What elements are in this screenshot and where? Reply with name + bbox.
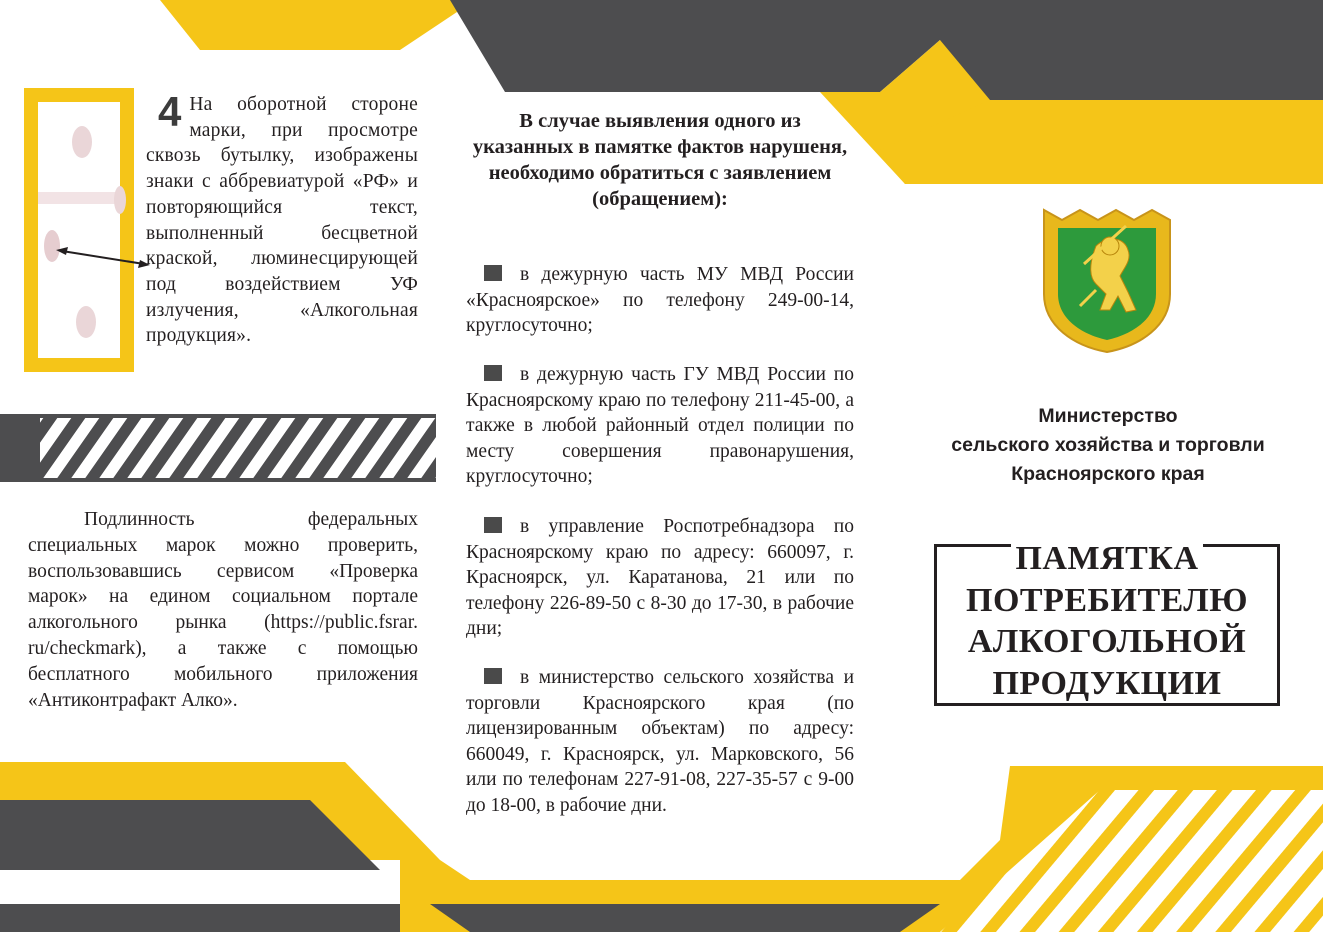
right-dark-band — [940, 40, 1323, 100]
bullet-square-icon — [484, 517, 502, 533]
stamp-image — [24, 88, 134, 372]
bottom-dark-band-center — [430, 904, 940, 932]
contact-text: в управление Роспотребнадзора по Красноярскому краю по адресу: 660097, г. Красноярск, ул. Каратанова, 21 или по телефону 226-89-50 с 8-30 до 17-30, в рабочие дни; — [466, 516, 854, 639]
contact-item — [466, 514, 854, 642]
coat-of-arms-icon — [1040, 206, 1174, 356]
ministry-line: сельского хозяйства и торговли — [951, 434, 1265, 456]
contact-item — [466, 665, 854, 818]
hatched-divider-stripes — [40, 418, 436, 478]
section-number: 4 — [158, 88, 182, 135]
contact-text: в дежурную часть МУ МВД России «Красноярское» по телефону 249-00-14, круглосуточно; — [466, 264, 854, 336]
ministry-name — [930, 402, 1286, 489]
bullet-square-icon — [484, 265, 502, 281]
title-line: ПАМЯТКА — [1011, 540, 1202, 577]
top-yellow-band — [160, 0, 460, 50]
contacts-intro-heading: В случае выявления одного из указанных в памятке фактов нарушеня, необходимо обратиться с заявлением (обращением): — [472, 110, 848, 210]
brochure-title — [934, 538, 1280, 704]
title-line: ПОТРЕБИТЕЛЮ — [962, 582, 1252, 619]
arrow-icon — [54, 240, 154, 270]
paragraph-authenticity-check: Подлинность федеральных специальных марок можно проверить, воспользовавшись сервисом «Проверка марок» на едином социальном портале алкогольного рынка (https://public.fsrar. ru/checkmark), а также с помощью бесплатного мобильного приложения «Антиконтрафакт Алко». — [28, 509, 418, 711]
contact-item — [466, 362, 854, 490]
bottom-dark-band-lower — [0, 904, 430, 932]
contact-text: в дежурную часть ГУ МВД России по Красноярскому краю по телефону 211-45-00, а также в любой районный отдел полиции по месту совершения правонарушения, круглосуточно; — [466, 364, 854, 487]
ministry-line: Красноярского края — [1011, 463, 1205, 485]
contact-text: в министерство сельского хозяйства и торговли Красноярского края (по лицензированным объектам) по адресу: 660049, г. Красноярск, ул. Марковского, 56 или по телефонам 227-91-08, 227-35-57 с 9-00 до 18-00, в рабочие дни. — [466, 667, 854, 816]
paragraph-stamp-back — [146, 88, 418, 349]
contact-item — [466, 262, 854, 339]
paragraph-stamp-back-text: На оборотной стороне марки, при просмотре сквозь бутылку, изображены знаки с аббревиатурой «РФ» и повторяющийся текст, выполненный бесцветной краской, люминесцирующей под воздействием УФ излучения, «Алкогольная продукция». — [146, 94, 418, 347]
title-line: АЛКОГОЛЬНОЙ — [964, 623, 1250, 660]
bullet-square-icon — [484, 668, 502, 684]
title-line: ПРОДУКЦИИ — [988, 665, 1225, 702]
ministry-line: Министерство — [1038, 405, 1178, 427]
bullet-square-icon — [484, 365, 502, 381]
